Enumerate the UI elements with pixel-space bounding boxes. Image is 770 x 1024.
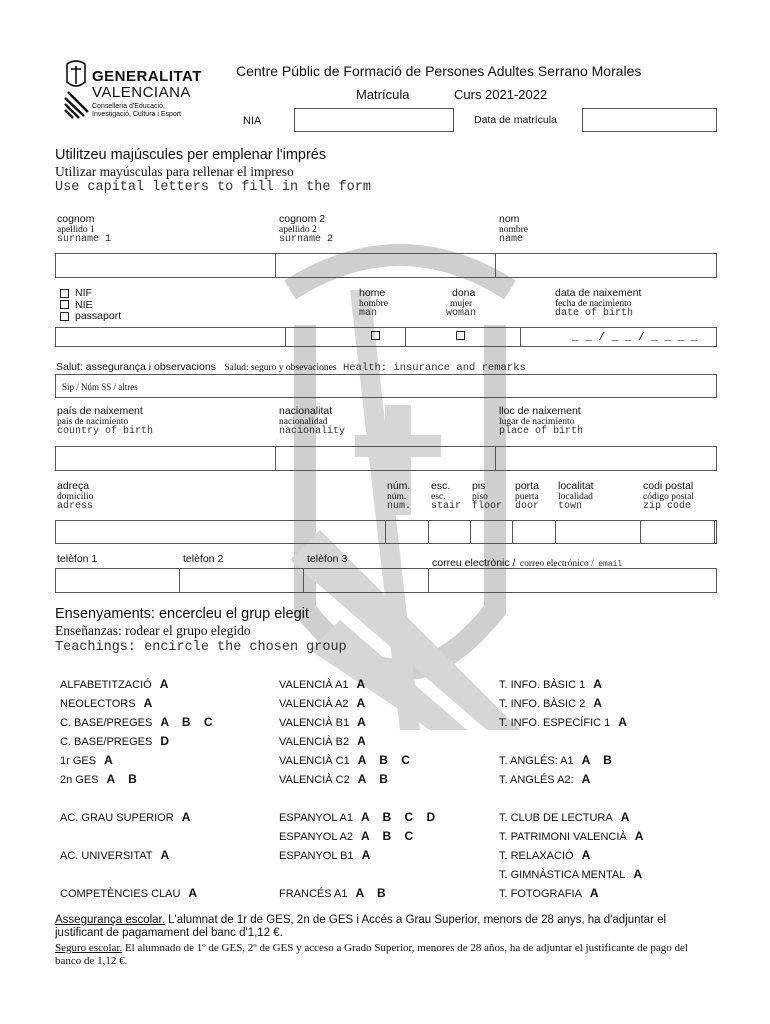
course-option[interactable] xyxy=(279,715,366,729)
course-groups[interactable]: A xyxy=(357,715,366,729)
course-option[interactable] xyxy=(279,753,410,767)
course-name: NEOLECTORS xyxy=(60,698,136,710)
stair-label: esc. esc. stair xyxy=(431,480,462,512)
course-option[interactable] xyxy=(499,696,602,710)
stair-field[interactable] xyxy=(429,521,469,543)
insurance-note-es: Seguro escolar. El alumnado de 1º de GES, 2º de GES y acceso a Grado Superior, menores de 28 años, ha de adjuntar el justificante de pago del banco de 1,12 €. xyxy=(55,942,688,967)
course-option[interactable] xyxy=(279,677,365,691)
center-title: Centre Públic de Formació de Persones Adultes Serrano Morales xyxy=(236,63,642,79)
course-groups[interactable]: A xyxy=(356,677,366,691)
course-groups[interactable]: A B C xyxy=(357,753,410,767)
course-option[interactable] xyxy=(279,848,370,862)
course-option[interactable] xyxy=(60,696,152,710)
course-name: AC. UNIVERSITAT xyxy=(60,850,153,862)
woman-checkbox[interactable] xyxy=(456,331,465,340)
course-name: T. PATRIMONI VALENCIÀ xyxy=(499,831,627,843)
course-option[interactable] xyxy=(499,753,612,767)
checkbox-icon[interactable] xyxy=(60,289,69,298)
logo xyxy=(62,60,232,125)
course-name: FRANCÉS A1 xyxy=(279,888,348,900)
course-groups[interactable]: A B xyxy=(357,772,388,786)
course-groups[interactable]: A xyxy=(589,886,599,900)
nationality-field[interactable] xyxy=(276,447,494,470)
logo-bat-icon xyxy=(62,60,90,120)
health-field-hint: Sip / Núm SS / altres xyxy=(62,382,138,392)
course-groups[interactable]: A xyxy=(618,715,627,729)
checkbox-icon[interactable] xyxy=(60,300,69,309)
country-field[interactable] xyxy=(56,447,274,470)
course-groups[interactable]: A xyxy=(160,848,170,862)
nia-field[interactable] xyxy=(294,108,454,132)
course-groups[interactable]: A B C xyxy=(360,829,414,843)
email-label: correu electrònic / correo electrónico / email xyxy=(432,557,623,569)
name-label: nom nombre name xyxy=(499,213,529,245)
email-field[interactable] xyxy=(429,569,716,592)
phone1-label: telèfon 1 xyxy=(57,553,98,565)
course-name: VALENCIÀ B1 xyxy=(279,717,350,729)
course-groups[interactable]: A xyxy=(633,867,642,881)
address-label: adreça domicilio adress xyxy=(57,480,94,512)
course-name: VALENCIÀ B2 xyxy=(279,736,350,748)
birth-label: data de naixement fecha de nacimiento date of birth xyxy=(555,287,642,319)
course-name: VALENCIÀ A2 xyxy=(279,698,349,710)
logo-sub1: Conselleria d'Educació, xyxy=(92,103,165,110)
course-groups[interactable]: D xyxy=(160,734,169,748)
course-name: ESPANYOL A1 xyxy=(279,812,353,824)
course-name: COMPETÈNCIES CLAU xyxy=(60,888,181,900)
course-name: VALENCIÀ C1 xyxy=(279,755,350,767)
birthplace-field[interactable] xyxy=(496,447,716,470)
course-name: AC. GRAU SUPERIOR xyxy=(60,812,174,824)
course-groups[interactable]: A B C D xyxy=(360,810,436,824)
course-option[interactable] xyxy=(499,867,642,881)
course-groups[interactable]: A B C xyxy=(160,715,213,729)
date-label: Data de matrícula xyxy=(474,114,557,126)
course-year: Curs 2021-2022 xyxy=(454,87,548,102)
phone2-label: telèfon 2 xyxy=(183,553,224,565)
floor-field[interactable] xyxy=(471,521,511,543)
course-option[interactable] xyxy=(60,753,113,767)
zip-field[interactable] xyxy=(641,521,713,543)
course-option[interactable] xyxy=(279,886,386,900)
teachings-es: Enseñanzas: rodear el grupo elegido xyxy=(55,623,251,638)
birthplace-label: lloc de naixement lugar de nacimiento place of birth xyxy=(499,405,584,437)
course-name: ESPANYOL B1 xyxy=(279,850,354,862)
teachings-en: Teachings: encircle the chosen group xyxy=(55,640,347,655)
id-number-field[interactable] xyxy=(56,328,284,346)
course-name: ALFABETITZACIÓ xyxy=(60,679,152,691)
course-option[interactable] xyxy=(279,829,413,843)
course-name: T. INFO. ESPECÍFIC 1 xyxy=(499,717,611,729)
logo-line2: VALENCIANA xyxy=(92,84,191,101)
instruction-es: Utilizar mayúsculas para rellenar el impreso xyxy=(55,164,294,179)
phone2-field[interactable] xyxy=(180,569,302,592)
nia-label: NIA xyxy=(243,115,262,127)
course-groups[interactable]: A xyxy=(104,753,113,767)
phone3-field[interactable] xyxy=(304,569,427,592)
course-name: VALENCIÀ A1 xyxy=(279,679,349,691)
course-groups[interactable]: A B xyxy=(581,753,612,767)
course-name: T. CLUB DE LECTURA xyxy=(499,812,613,824)
man-checkbox[interactable] xyxy=(371,331,380,340)
course-option[interactable] xyxy=(60,886,197,900)
course-name: T. RELAXACIÓ xyxy=(499,850,574,862)
address-field[interactable] xyxy=(56,521,384,543)
course-groups[interactable]: A xyxy=(581,848,591,862)
course-name: T. INFO. BÀSIC 2 xyxy=(499,698,586,710)
course-name: T. ANGLÉS A2: xyxy=(499,774,574,786)
floor-label: pis piso floor xyxy=(472,480,503,512)
course-groups[interactable]: A xyxy=(581,772,591,786)
logo-sub2: Investigació, Cultura i Esport xyxy=(92,111,182,118)
insurance-note-ca: Assegurança escolar. L'alumnat de 1r de GES, 2n de GES i Accés a Grau Superior, menors de 28 anys, ha d'adjuntar el justificant de pagamament del banc d'1,12 €. xyxy=(55,914,667,939)
course-name: 1r GES xyxy=(60,755,97,767)
course-groups[interactable]: A B xyxy=(106,772,137,786)
course-option[interactable] xyxy=(499,810,629,824)
matricula-title: Matrícula xyxy=(356,87,410,102)
course-groups[interactable]: A xyxy=(188,886,198,900)
course-name: T. INFO. BÀSIC 1 xyxy=(499,679,586,691)
country-label: país de naixement país de nacimiento country of birth xyxy=(57,405,154,437)
course-option[interactable] xyxy=(279,696,365,710)
surname2-label: cognom 2 apellido 2 surname 2 xyxy=(279,213,334,245)
course-option[interactable] xyxy=(60,734,169,748)
surname1-label: cognom apellido 1 surname 1 xyxy=(57,213,112,245)
checkbox-icon[interactable] xyxy=(60,312,69,321)
course-name: VALENCIÀ C2 xyxy=(279,774,350,786)
course-option[interactable] xyxy=(60,772,137,786)
phone3-label: telèfon 3 xyxy=(307,553,348,565)
birth-date-field[interactable]: _ _ / _ _ / _ _ _ _ xyxy=(572,332,698,344)
phone1-field[interactable] xyxy=(56,569,178,592)
course-option[interactable] xyxy=(60,715,213,729)
zip-label: codi postal código postal zip code xyxy=(643,480,694,512)
course-option[interactable] xyxy=(60,677,168,691)
town-field[interactable] xyxy=(556,521,639,543)
course-groups[interactable]: A xyxy=(357,734,366,748)
date-field[interactable] xyxy=(582,108,717,132)
course-groups[interactable]: A xyxy=(620,810,630,824)
course-option[interactable] xyxy=(279,810,435,824)
id-option-nif[interactable]: NIF xyxy=(60,288,121,300)
nationality-label: nacionalitat nacionalidad nacionality xyxy=(279,405,346,437)
course-name: C. BASE/PREGES xyxy=(60,717,153,729)
town-label: localitat localidad town xyxy=(558,480,594,512)
course-option[interactable] xyxy=(279,772,388,786)
course-groups[interactable]: A B xyxy=(355,886,386,900)
health-label: Salut: assegurança i observacions Salud: seguro y obsevaciones Health: insurance and remarks xyxy=(56,361,526,374)
course-option[interactable] xyxy=(60,810,190,824)
woman-label: dona mujer woman xyxy=(446,287,477,319)
instruction-en: Use capital letters to fill in the form xyxy=(55,180,371,195)
door-label: porta puerta door xyxy=(515,480,540,512)
course-groups[interactable]: A xyxy=(593,677,602,691)
teachings-ca: Ensenyaments: encercleu el grup elegit xyxy=(55,606,309,622)
instruction-ca: Utilitzeu majúscules per emplenar l'imprés xyxy=(55,147,327,163)
course-name: C. BASE/PREGES xyxy=(60,736,153,748)
course-name: T. GIMNÀSTICA MENTAL xyxy=(499,869,626,881)
id-type-options xyxy=(60,288,121,323)
course-option[interactable] xyxy=(499,715,627,729)
course-option[interactable] xyxy=(499,677,602,691)
course-option[interactable] xyxy=(60,848,169,862)
surname1-field[interactable] xyxy=(56,254,274,277)
course-groups[interactable]: A xyxy=(634,829,644,843)
man-label: home hombre man xyxy=(359,287,389,319)
id-option-passport[interactable]: passaport xyxy=(60,311,121,323)
course-groups[interactable]: A xyxy=(143,696,153,710)
course-name: ESPANYOL A2 xyxy=(279,831,353,843)
course-option[interactable] xyxy=(499,829,643,843)
name-field[interactable] xyxy=(496,254,716,277)
number-label: núm. núm. num. xyxy=(387,480,412,512)
logo-line1: GENERALITAT xyxy=(92,68,202,85)
course-groups[interactable]: A xyxy=(159,677,169,691)
health-field[interactable] xyxy=(55,374,717,398)
course-option[interactable] xyxy=(499,772,590,786)
course-option[interactable] xyxy=(499,848,590,862)
surname2-field[interactable] xyxy=(276,254,494,277)
course-name: 2n GES xyxy=(60,774,99,786)
number-field[interactable] xyxy=(386,521,427,543)
course-groups[interactable]: A xyxy=(181,810,191,824)
course-groups[interactable]: A xyxy=(361,848,371,862)
door-field[interactable] xyxy=(513,521,554,543)
course-option[interactable] xyxy=(279,734,366,748)
course-name: T. ANGLÉS: A1 xyxy=(499,755,574,767)
course-groups[interactable]: A xyxy=(356,696,366,710)
id-option-nie[interactable]: NIE xyxy=(60,300,121,312)
course-name: T. FOTOGRAFIA xyxy=(499,888,582,900)
course-option[interactable] xyxy=(499,886,599,900)
course-groups[interactable]: A xyxy=(593,696,602,710)
